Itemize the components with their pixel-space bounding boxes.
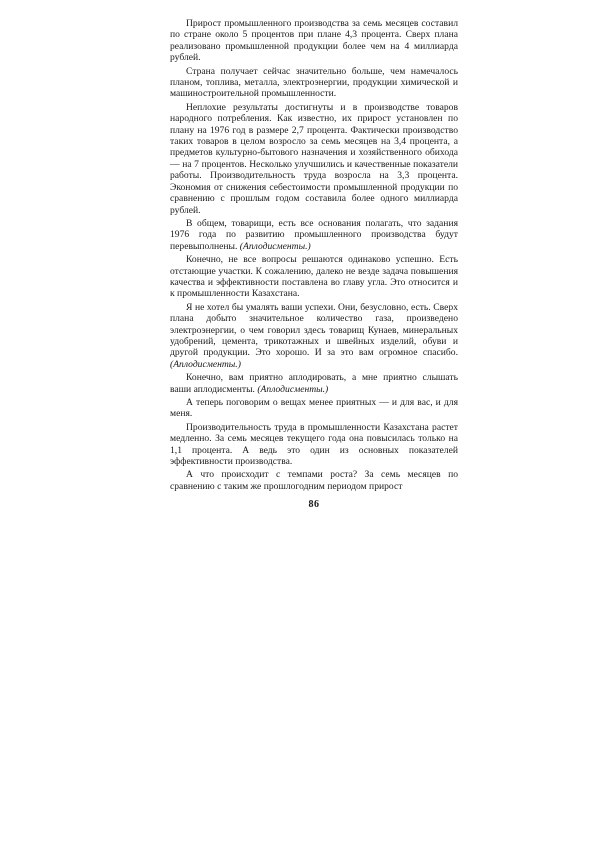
paragraph-plan-overfulfilled: В общем, товарищи, есть все основания полагать, что задания 1976 года по развитию промышленного производства будут перевыполнены. (Аплодисменты.) [170, 217, 458, 252]
document-page [170, 18, 458, 510]
applause-note: (Аплодисменты.) [170, 358, 241, 370]
paragraph-fuel-metal: Страна получает сейчас значительно больше, чем намечалось планом, топлива, металла, электроэнергии, продукции химической и машиностроительной промышленности. [170, 65, 458, 100]
paragraph-labor-productivity: Производительность труда в промышленности Казахстана растет медленно. За семь месяцев текущего года она повысилась только на 1,1 процента. А ведь это один из основных показателей эффективности производства. [170, 421, 458, 468]
paragraph-successes: Я не хотел бы умалять ваши успехи. Они, безусловно, есть. Сверх плана добыто значительное количество газа, произведено электроэнергии, о чем говорил здесь товарищ Кунаев, минеральных удобрений, цемента, трикотажных и швейных изделий, обуви и другой продукции. Это хорошо. И за это вам огромное спасибо. (Аплодисменты.) [170, 301, 458, 370]
paragraph-lagging-sectors: Конечно, не все вопросы решаются одинаково успешно. Есть отстающие участки. К сожалению, далеко не везде задача повышения качества и эффективности поставлена во главу угла. Это относится и к промышленности Казахстана. [170, 254, 458, 300]
page-number: 86 [308, 499, 320, 511]
paragraph-consumer-goods: Неплохие результаты достигнуты и в производстве товаров народного потребления. Как известно, их прирост установлен по плану на 1976 год в размере 2,7 процента. Фактически производство таких товаров в целом возросло за семь месяцев на 3,4 процента, а предметов культурно-бытового назначения и хозяйственного обихода — на 7 процентов. Несколько улучшились и качественные показатели работы. Производительность труда возросла на 3,3 процента. Экономия от снижения себестоимости промышленной продукции по сравнению с прошлым годом составила более одного миллиарда рублей. [170, 101, 458, 216]
paragraph-applause-remark: Конечно, вам приятно аплодировать, а мне приятно слышать ваши аплодисменты. (Аплодисменты.) [170, 372, 458, 395]
applause-note: (Аплодисменты.) [257, 383, 329, 395]
paragraph-industrial-growth: Прирост промышленного производства за семь месяцев составил по стране около 5 процентов при плане 4,3 процента. Сверх плана реализовано промышленной продукции более чем на 4 миллиарда рублей. [170, 18, 458, 64]
paragraph-less-pleasant: А теперь поговорим о вещах менее приятных — и для вас, и для меня. [170, 397, 458, 420]
applause-note: (Аплодисменты.) [239, 240, 311, 252]
paragraph-growth-rates: А что происходит с темпами роста? За семь месяцев по сравнению с таким же прошлогодним периодом прирост [170, 469, 458, 492]
